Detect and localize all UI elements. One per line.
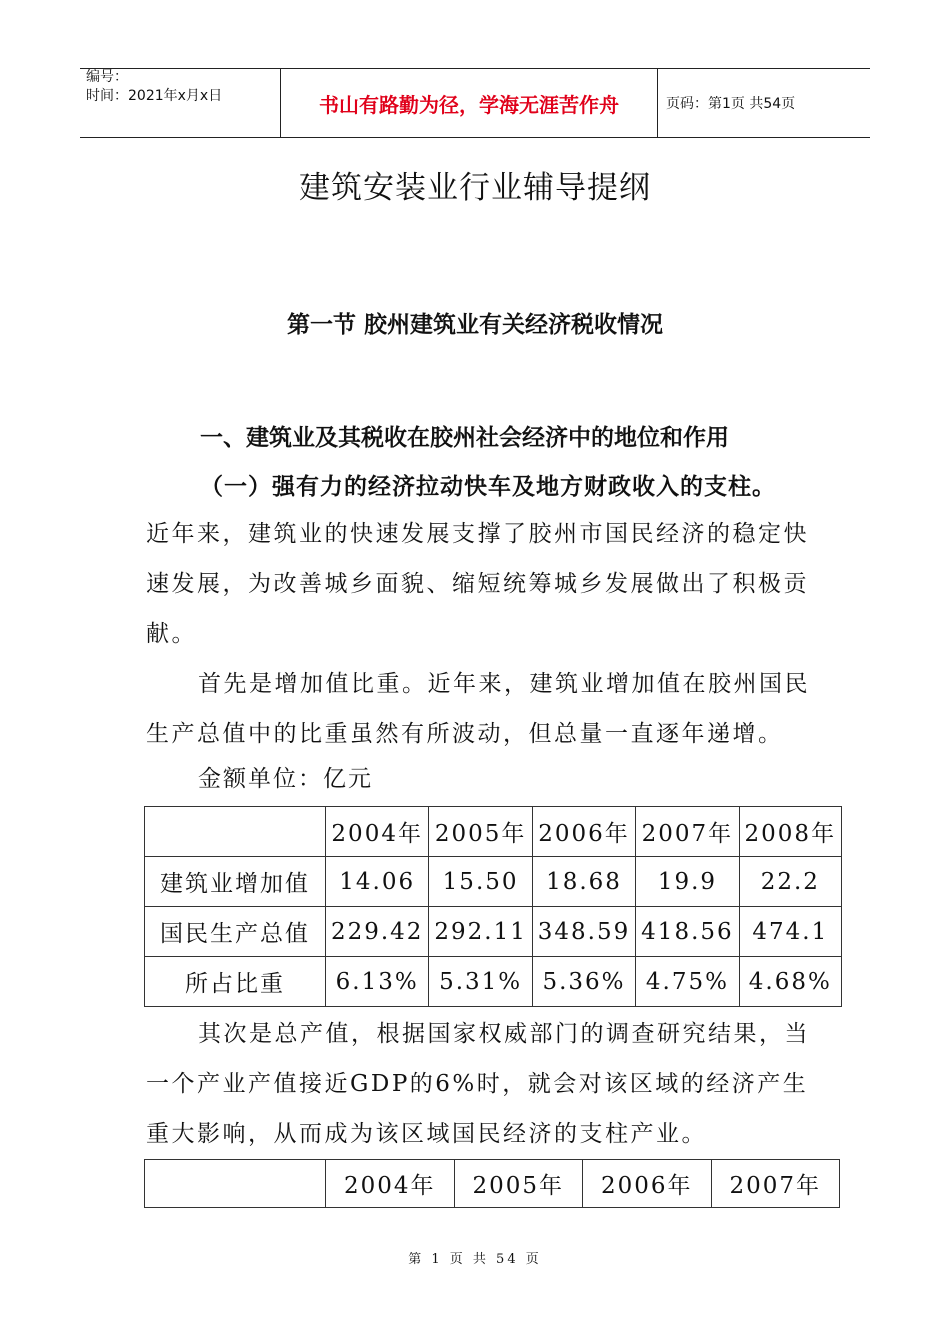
table-cell: 6.13% bbox=[326, 957, 429, 1007]
table-cell: 5.36% bbox=[532, 957, 635, 1007]
table-cell: 18.68 bbox=[532, 857, 635, 907]
table-header-cell bbox=[145, 1160, 326, 1208]
value-added-table bbox=[144, 806, 842, 1007]
header-motto: 书山有路勤为径，学海无涯苦作舟 bbox=[280, 69, 658, 137]
paragraph-2: 首先是增加值比重。近年来，建筑业增加值在胶州国民生产总值中的比重虽然有所波动，但总量一直逐年递增。 bbox=[146, 671, 810, 747]
table-cell: 229.42 bbox=[326, 907, 429, 957]
table-cell: 474.1 bbox=[739, 907, 841, 957]
heading-2: （一）强有力的经济拉动快车及地方财政收入的支柱。 bbox=[200, 474, 776, 500]
table-cell: 292.11 bbox=[429, 907, 532, 957]
table-header-cell: 2007年 bbox=[636, 807, 739, 857]
table-header-cell: 2005年 bbox=[429, 807, 532, 857]
table-header-cell: 2004年 bbox=[326, 807, 429, 857]
page-header bbox=[80, 68, 870, 138]
heading-1: 一、建筑业及其税收在胶州社会经济中的地位和作用 bbox=[200, 425, 729, 451]
header-meta bbox=[80, 69, 280, 137]
table-header-cell: 2005年 bbox=[454, 1160, 583, 1208]
table-cell: 15.50 bbox=[429, 857, 532, 907]
table-cell: 建筑业增加值 bbox=[145, 857, 326, 907]
table-row bbox=[145, 857, 842, 907]
table-cell: 348.59 bbox=[532, 907, 635, 957]
number-label: 编号： bbox=[86, 69, 128, 85]
table-cell: 4.75% bbox=[636, 957, 739, 1007]
paragraph-3: 其次是总产值，根据国家权威部门的调查研究结果，当一个产业产值接近GDP的6%时，就会对该区域的经济产生重大影响，从而成为该区域国民经济的支柱产业。 bbox=[146, 1021, 810, 1147]
time-label: 时间：2021年x月x日 bbox=[86, 88, 223, 104]
unit-label: 金额单位：亿元 bbox=[198, 766, 373, 792]
document-title: 建筑安装业行业辅导提纲 bbox=[299, 170, 651, 206]
table-cell: 国民生产总值 bbox=[145, 907, 326, 957]
table-header-cell bbox=[145, 807, 326, 857]
table-cell: 418.56 bbox=[636, 907, 739, 957]
output-value-table bbox=[144, 1159, 840, 1208]
section-title: 第一节 胶州建筑业有关经济税收情况 bbox=[286, 312, 663, 338]
table-header-cell: 2004年 bbox=[326, 1160, 455, 1208]
table-header-cell: 2007年 bbox=[711, 1160, 840, 1208]
table-row bbox=[145, 957, 842, 1007]
table-header-row bbox=[145, 1160, 840, 1208]
table-header-cell: 2006年 bbox=[532, 807, 635, 857]
table-cell: 5.31% bbox=[429, 957, 532, 1007]
header-page-info: 页码：第1页 共54页 bbox=[666, 96, 796, 112]
table-header-cell: 2008年 bbox=[739, 807, 841, 857]
table-cell: 所占比重 bbox=[145, 957, 326, 1007]
table-cell: 4.68% bbox=[739, 957, 841, 1007]
table-row bbox=[145, 907, 842, 957]
table-header-row bbox=[145, 807, 842, 857]
table-header-cell: 2006年 bbox=[583, 1160, 712, 1208]
paragraph-1: 近年来，建筑业的快速发展支撑了胶州市国民经济的稳定快速发展，为改善城乡面貌、缩短统筹城乡发展做出了积极贡献。 bbox=[146, 521, 809, 647]
page-footer: 第 1 页 共 54 页 bbox=[408, 1252, 542, 1267]
table-cell: 22.2 bbox=[739, 857, 841, 907]
table-cell: 19.9 bbox=[636, 857, 739, 907]
table-cell: 14.06 bbox=[326, 857, 429, 907]
